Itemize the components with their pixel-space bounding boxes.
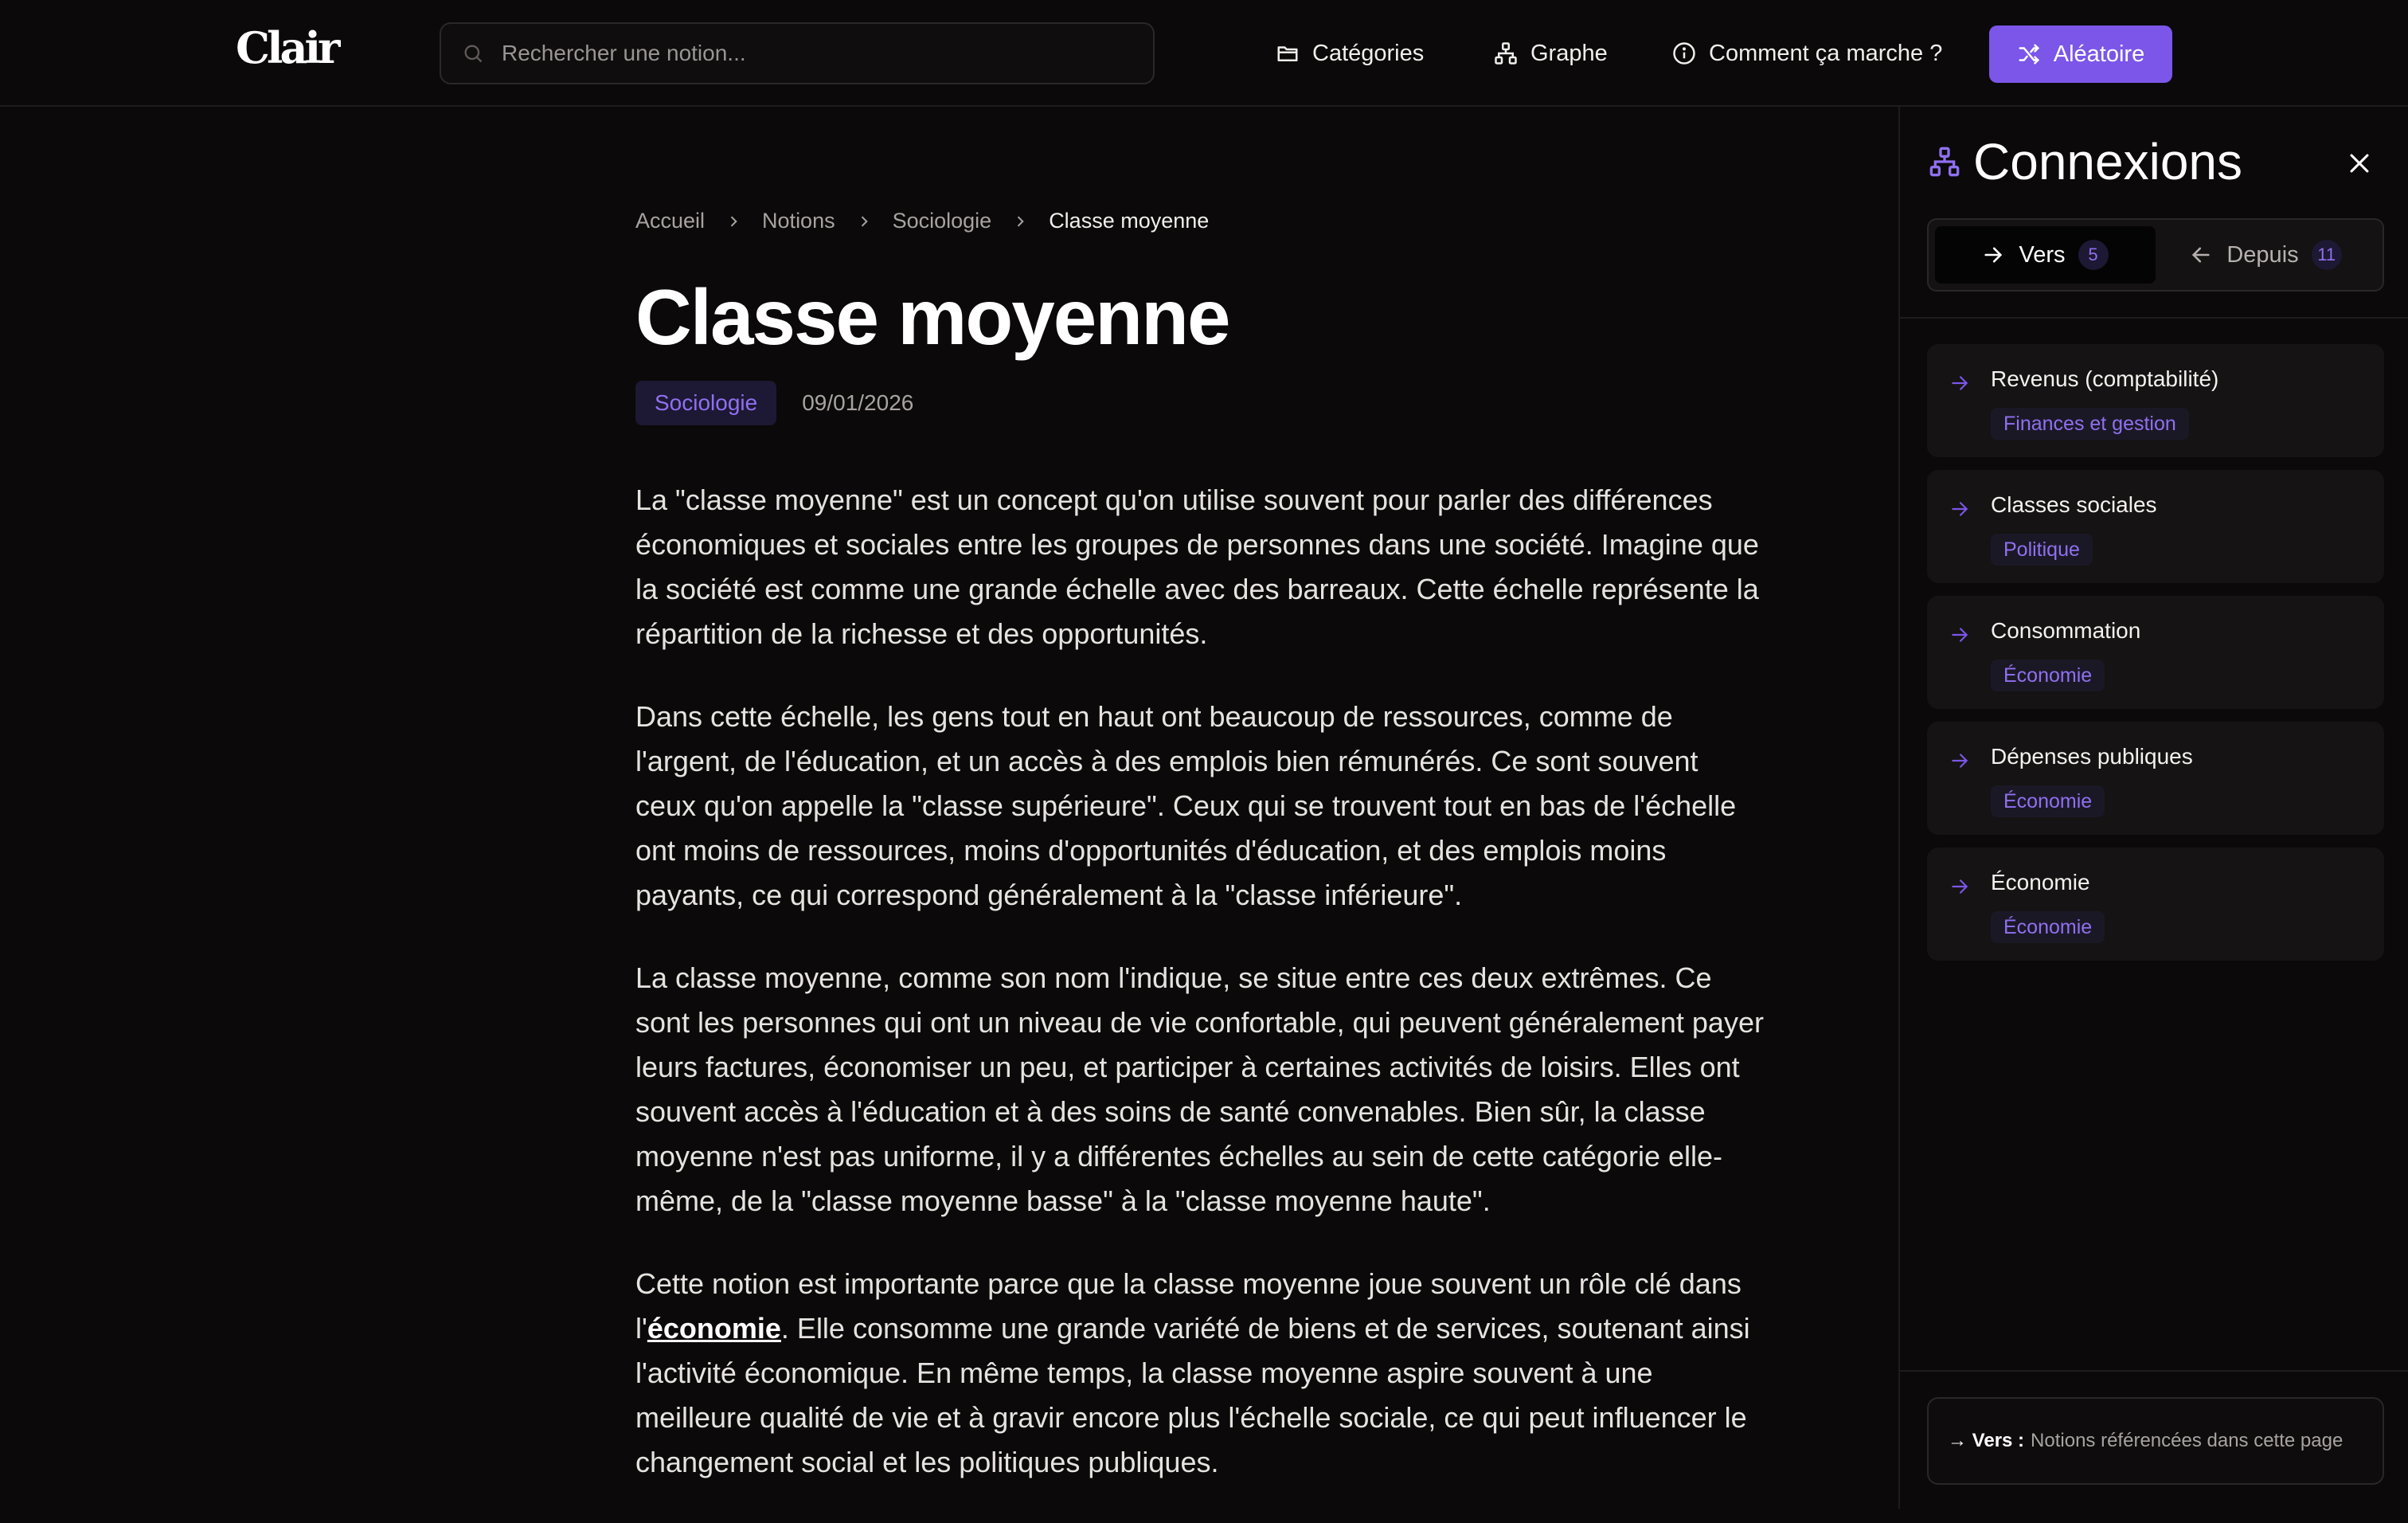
- nav-graph[interactable]: [1494, 29, 1608, 78]
- direction-tabs: [1927, 218, 2384, 292]
- category-badge[interactable]: Sociologie: [635, 381, 776, 425]
- chevron-right-icon: [1012, 213, 1028, 229]
- graph-icon: [1929, 146, 1960, 178]
- connection-name: Consommation: [1991, 618, 2141, 643]
- search-icon: [462, 42, 484, 65]
- connection-item[interactable]: [1927, 848, 2384, 961]
- tab-depuis[interactable]: [2156, 226, 2376, 284]
- tab-depuis-label: Depuis: [2226, 241, 2299, 268]
- random-button[interactable]: [1989, 25, 2172, 83]
- breadcrumb-current: Classe moyenne: [1049, 209, 1210, 233]
- folder-icon: [1276, 41, 1300, 65]
- connection-name: Classes sociales: [1991, 492, 2157, 517]
- nav-graph-label: Graphe: [1530, 40, 1608, 66]
- paragraph-3: La classe moyenne, comme son nom l'indique, se situe entre ces deux extrêmes. Ce sont les personnes qui ont un niveau de vie confortable, qui peuvent généralement payer leurs factures, économiser un peu, et participer à certaines activités de loisirs. Elles ont souvent accès à l'éducation et à des soins de santé convenables. Bien sûr, la classe moyenne n'est pas uniforme, il y a différentes échelles au sein de cette catégorie elle-même, de la "classe moyenne basse" à la "classe moyenne haute".: [635, 961, 1764, 1217]
- random-button-label: Aléatoire: [2053, 41, 2145, 67]
- article-meta: [635, 381, 913, 425]
- arrow-right-icon: [1982, 244, 2004, 266]
- tab-vers-label: Vers: [2019, 241, 2066, 268]
- connection-category-tag: Finances et gestion: [1991, 408, 2189, 440]
- economie-link[interactable]: économie: [647, 1312, 781, 1345]
- paragraph-4: [635, 1262, 1766, 1485]
- tab-depuis-count: 11: [2312, 240, 2342, 270]
- logo[interactable]: Clair: [236, 22, 338, 73]
- page-title: Classe moyenne: [635, 273, 1229, 361]
- legend-hint-text: Notions référencées dans cette page: [2031, 1430, 2344, 1451]
- nav-categories-label: Catégories: [1312, 40, 1425, 66]
- paragraph-4-end: . Elle consomme une grande variété de biens et de services, soutenant ainsi l'activité économique. En même temps, la classe moyenne aspire souvent à une meilleure qualité de vie et à gravir encore plus l'échelle sociale, ce qui peut influencer le changement social et les politiques publiques.: [635, 1312, 1750, 1478]
- close-icon: [2346, 150, 2373, 177]
- chevron-right-icon: [725, 213, 741, 229]
- arrow-right-icon: [1949, 876, 1970, 897]
- paragraph-4-start: Cette notion est importante parce que la classe moyenne joue souvent un rôle clé dans l': [635, 1267, 1742, 1345]
- paragraph-2: Dans cette échelle, les gens tout en haut ont beaucoup de ressources, comme de l'argent, de l'éducation, et un accès à des emplois bien rémunérés. Ce sont souvent ceux qu'on appelle la "classe supérieure". Ceux qui se trouvent tout en bas de l'échelle ont moins de ressources, moins d'opportunités d'éducation, et des emplois moins payants, ce qui correspond généralement à la "classe inférieure".: [635, 700, 1737, 911]
- connection-item[interactable]: [1927, 722, 2384, 835]
- top-navigation-bar: [0, 0, 2408, 107]
- graph-icon: [1494, 41, 1518, 65]
- close-panel-button[interactable]: [2346, 150, 2373, 181]
- nav-categories[interactable]: [1276, 29, 1424, 78]
- chevron-right-icon: [856, 213, 872, 229]
- nav-how-it-works[interactable]: [1672, 29, 1942, 78]
- connection-category-tag: Économie: [1991, 660, 2105, 691]
- panel-header: [1929, 132, 2242, 191]
- breadcrumb-notions[interactable]: Notions: [762, 209, 835, 233]
- breadcrumb: [635, 209, 1209, 233]
- arrow-left-icon: [2190, 244, 2212, 266]
- panel-divider: [1900, 317, 2408, 319]
- breadcrumb-home[interactable]: Accueil: [635, 209, 706, 233]
- breadcrumb-category[interactable]: Sociologie: [892, 209, 992, 233]
- shuffle-icon: [2017, 42, 2041, 66]
- arrow-right-icon: [1949, 499, 1970, 519]
- connection-name: Dépenses publiques: [1991, 744, 2193, 769]
- connection-category-tag: Politique: [1991, 534, 2093, 566]
- connection-item[interactable]: [1927, 596, 2384, 709]
- arrow-right-icon: [1949, 624, 1970, 645]
- connection-name: Revenus (comptabilité): [1991, 366, 2219, 391]
- tab-vers[interactable]: [1935, 226, 2156, 284]
- tab-vers-count: 5: [2078, 240, 2109, 270]
- connections-list: [1927, 344, 2384, 973]
- publish-date: 09/01/2026: [802, 390, 914, 415]
- connection-category-tag: Économie: [1991, 785, 2105, 817]
- connection-category-tag: Économie: [1991, 911, 2105, 943]
- nav-how-label: Comment ça marche ?: [1709, 40, 1943, 66]
- connection-name: Économie: [1991, 870, 2090, 895]
- connection-item[interactable]: [1927, 470, 2384, 583]
- info-icon: [1672, 41, 1696, 65]
- arrow-right-icon: [1949, 750, 1970, 771]
- search-input[interactable]: [502, 29, 1153, 77]
- arrow-right-icon: [1949, 373, 1970, 393]
- connections-panel: [1898, 107, 2408, 1509]
- panel-title: Connexions: [1973, 133, 2242, 190]
- paragraph-1: La "classe moyenne" est un concept qu'on utilise souvent pour parler des différences économiques et sociales entre les groupes de personnes dans une société. Imagine que la société est comme une grande échelle avec des barreaux. Cette échelle représente la répartition de la richesse et des opportunités.: [635, 484, 1759, 650]
- legend-hint-label: → Vers :: [1948, 1430, 2025, 1451]
- panel-footer-divider: [1900, 1370, 2408, 1372]
- connection-item[interactable]: [1927, 344, 2384, 457]
- legend-hint: [1927, 1397, 2384, 1485]
- article-body: [635, 478, 1766, 1523]
- search-box[interactable]: [440, 22, 1155, 84]
